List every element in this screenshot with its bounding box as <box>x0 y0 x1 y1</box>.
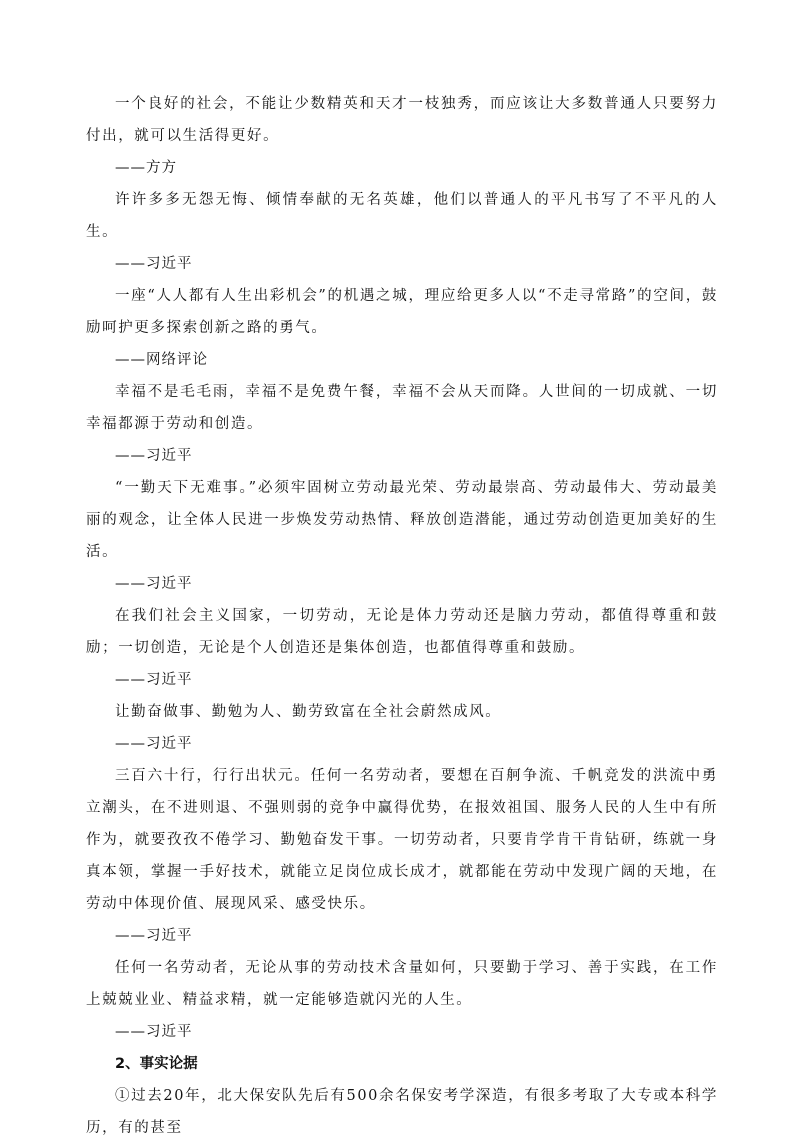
quote-source: ——习近平 <box>115 256 193 272</box>
quote-text: 在我们社会主义国家，一切劳动，无论是体力劳动还是脑力劳动，都值得尊重和鼓励；一切创造，无论是个人创造还是集体创造，也都值得尊重和鼓励。 <box>86 608 718 656</box>
quote-source: ——习近平 <box>115 576 193 592</box>
document-body <box>86 88 718 1144</box>
quote-source: ——习近平 <box>115 736 193 752</box>
quote-text: 许许多多无怨无悔、倾情奉献的无名英雄，他们以普通人的平凡书写了不平凡的人生。 <box>86 192 718 240</box>
quote-text: 让勤奋做事、勤勉为人、勤劳致富在全社会蔚然成风。 <box>115 704 502 720</box>
quote-text: 幸福不是毛毛雨，幸福不是免费午餐，幸福不会从天而降。人世间的一切成就、一切幸福都源于劳动和创造。 <box>86 384 718 432</box>
quote-source: ——习近平 <box>115 448 193 464</box>
quote-text: 一个良好的社会，不能让少数精英和天才一枝独秀，而应该让大多数普通人只要努力付出，就可以生活得更好。 <box>86 96 718 144</box>
quote-source: ——习近平 <box>115 672 193 688</box>
quote-text: 任何一名劳动者，无论从事的劳动技术含量如何，只要勤于学习、善于实践，在工作上兢兢业业、精益求精，就一定能够造就闪光的人生。 <box>86 960 718 1008</box>
quote-text: 三百六十行，行行出状元。任何一名劳动者，要想在百舸争流、千帆竞发的洪流中勇立潮头，在不进则退、不强则弱的竞争中赢得优势，在报效祖国、服务人民的人生中有所作为，就要孜孜不倦学习、勤勉奋发干事。一切劳动者，只要肯学肯干肯钻研，练就一身真本领，掌握一手好技术，就能立足岗位成长成才，就都能在劳动中发现广阔的天地，在劳动中体现价值、展现风采、感受快乐。 <box>86 768 718 912</box>
quote-text: 一座“人人都有人生出彩机会”的机遇之城，理应给更多人以“不走寻常路”的空间，鼓励呵护更多探索创新之路的勇气。 <box>86 288 718 336</box>
section-heading: 2、事实论据 <box>115 1056 198 1072</box>
fact-paragraph: ①过去20年，北大保安队先后有500余名保安考学深造，有很多考取了大专或本科学历，有的甚至 <box>86 1088 718 1136</box>
quote-text: “一勤天下无难事。”必须牢固树立劳动最光荣、劳动最崇高、劳动最伟大、劳动最美丽的观念，让全体人民进一步焕发劳动热情、释放创造潜能，通过劳动创造更加美好的生活。 <box>86 480 718 560</box>
quote-source: ——习近平 <box>115 928 193 944</box>
quote-source: ——网络评论 <box>115 352 208 368</box>
quote-source: ——方方 <box>115 160 177 176</box>
quote-source: ——习近平 <box>115 1024 193 1040</box>
